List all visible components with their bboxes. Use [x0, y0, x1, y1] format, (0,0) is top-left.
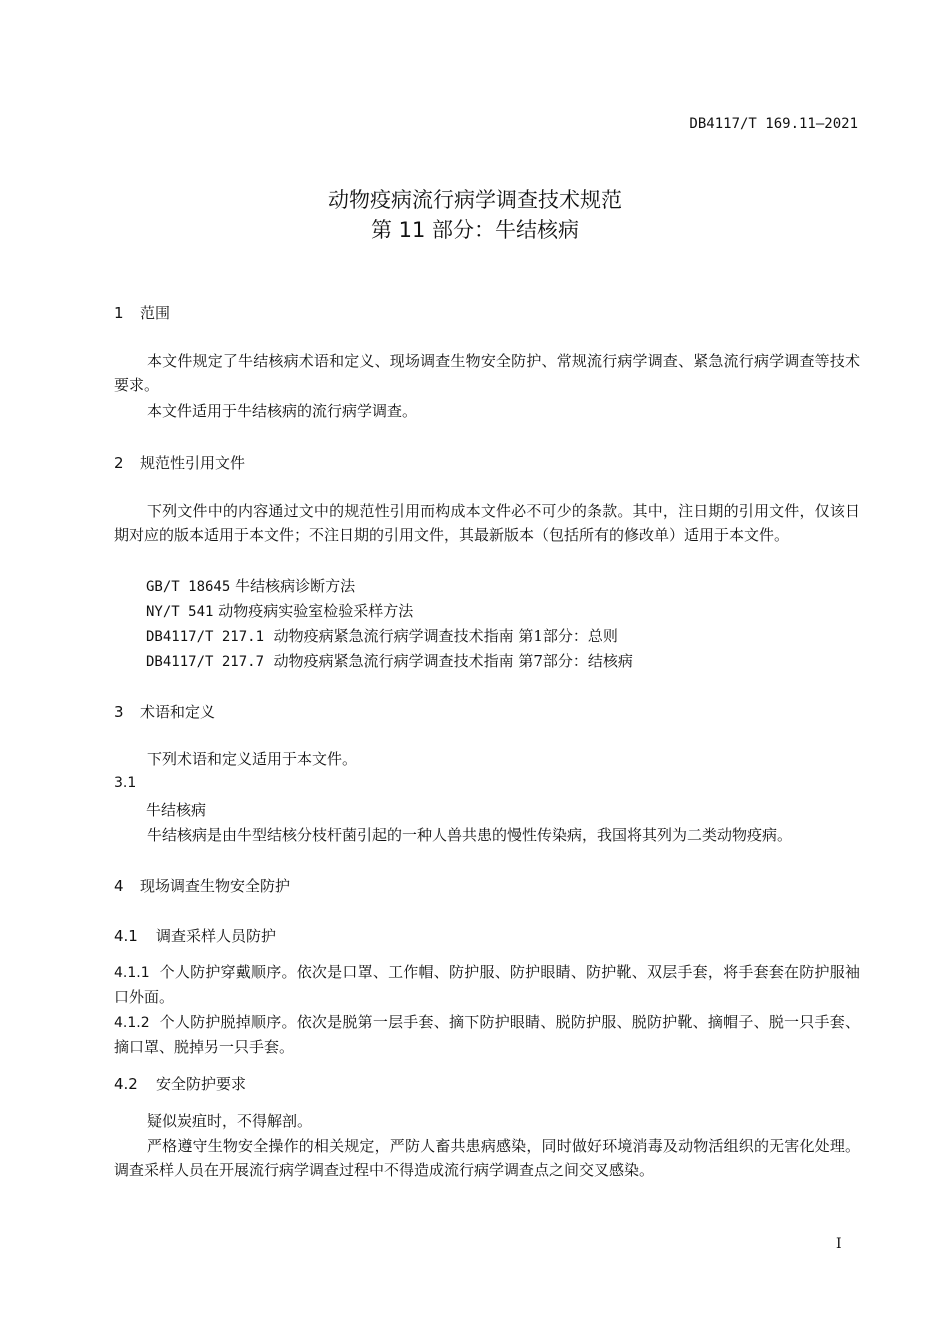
reference-item [146, 600, 413, 621]
section-1-heading [114, 302, 170, 323]
clause-4-1-2-number: 4.1.2 [114, 1015, 150, 1031]
section-4-2-number: 4.2 [114, 1075, 138, 1093]
section-1-number: 1 [114, 304, 124, 322]
section-1-paragraph-2: 本文件适用于牛结核病的流行病学调查。 [147, 402, 418, 420]
section-1-title: 范围 [140, 304, 171, 322]
reference-item [146, 625, 618, 646]
section-3-title: 术语和定义 [140, 703, 216, 721]
reference-code: DB4117/T 217.7 [146, 654, 265, 670]
section-4-number: 4 [114, 877, 124, 895]
section-4-1-number: 4.1 [114, 927, 138, 945]
term-definition: 牛结核病是由牛型结核分枝杆菌引起的一种人兽共患的慢性传染病，我国将其列为二类动物疫病。 [147, 826, 793, 844]
section-3-paragraph-1: 下列术语和定义适用于本文件。 [147, 750, 358, 768]
reference-title: 动物疫病紧急流行病学调查技术指南 第7部分：结核病 [273, 652, 633, 670]
reference-title: 动物疫病紧急流行病学调查技术指南 第1部分：总则 [273, 627, 618, 645]
section-4-2-title: 安全防护要求 [156, 1075, 247, 1093]
section-4-1-heading [114, 925, 276, 946]
clause-4-1-2 [114, 1010, 860, 1059]
clause-4-1-1-number: 4.1.1 [114, 965, 150, 981]
section-3-heading [114, 701, 215, 722]
section-4-2-paragraph-2: 严格遵守生物安全操作的相关规定，严防人畜共患病感染，同时做好环境消毒及动物活组织的无害化处理。调查采样人员在开展流行病学调查过程中不得造成流行病学调查点之间交叉感染。 [114, 1137, 860, 1179]
section-2-number: 2 [114, 454, 124, 472]
clause-4-1-1 [114, 960, 860, 1009]
section-2-title: 规范性引用文件 [140, 454, 246, 472]
reference-item [146, 650, 633, 671]
section-4-2-heading [114, 1073, 246, 1094]
document-title: 动物疫病流行病学调查技术规范 [328, 188, 622, 212]
section-2-heading [114, 452, 245, 473]
reference-code: DB4117/T 217.1 [146, 629, 265, 645]
reference-item [146, 575, 355, 596]
clause-3-1-number: 3.1 [114, 775, 137, 791]
reference-title: 牛结核病诊断方法 [235, 577, 356, 595]
reference-title: 动物疫病实验室检验采样方法 [218, 602, 414, 620]
section-4-1-title: 调查采样人员防护 [156, 927, 277, 945]
page-number: I [836, 1236, 842, 1252]
term-name: 牛结核病 [146, 801, 207, 819]
document-subtitle: 第 11 部分：牛结核病 [370, 218, 580, 242]
reference-code: NY/T 541 [146, 604, 214, 620]
section-1-paragraph-1: 本文件规定了牛结核病术语和定义、现场调查生物安全防护、常规流行病学调查、紧急流行病学调查等技术要求。 [114, 352, 860, 394]
clause-4-1-2-text: 个人防护脱掉顺序。依次是脱第一层手套、摘下防护眼睛、脱防护服、脱防护靴、摘帽子、脱一只手套、摘口罩、脱掉另一只手套。 [114, 1013, 860, 1056]
section-4-2-paragraph-1: 疑似炭疽时，不得解剖。 [147, 1112, 313, 1130]
section-3-number: 3 [114, 703, 124, 721]
section-4-title: 现场调查生物安全防护 [140, 877, 291, 895]
clause-4-1-1-text: 个人防护穿戴顺序。依次是口罩、工作帽、防护服、防护眼睛、防护靴、双层手套，将手套套在防护服袖口外面。 [114, 963, 860, 1006]
section-2-paragraph-1: 下列文件中的内容通过文中的规范性引用而构成本文件必不可少的条款。其中，注日期的引用文件，仅该日期对应的版本适用于本文件；不注日期的引用文件，其最新版本（包括所有的修改单）适用于本文件。 [114, 502, 860, 544]
reference-code: GB/T 18645 [146, 579, 231, 595]
section-4-heading [114, 875, 290, 896]
standard-number: DB4117/T 169.11—2021 [689, 116, 858, 132]
